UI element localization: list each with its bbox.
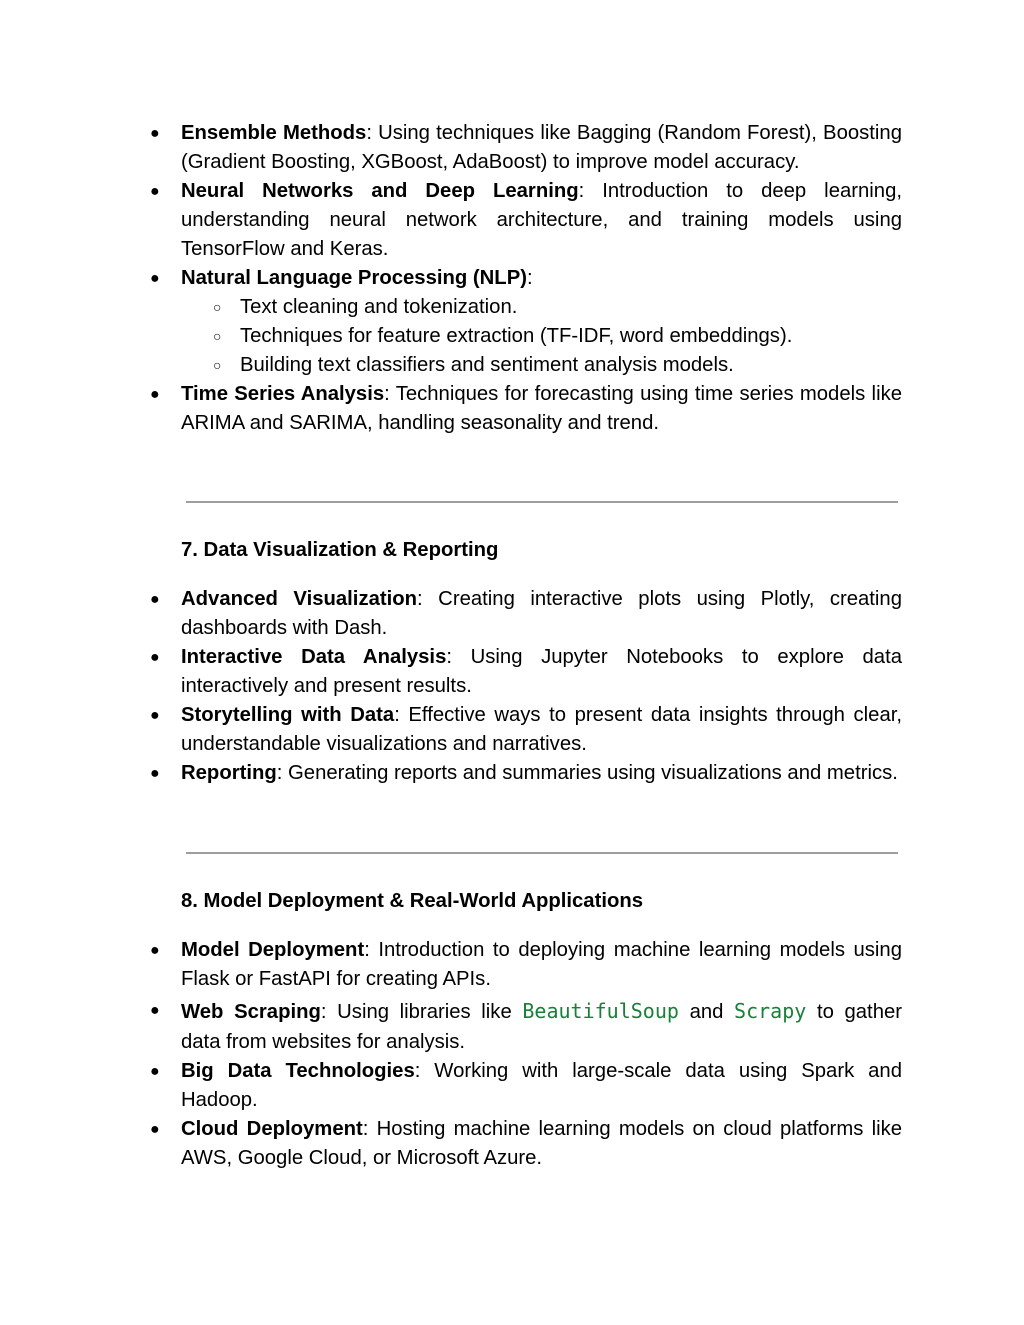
list-item xyxy=(150,936,902,994)
sub-item-text: Building text classifiers and sentiment analysis models. xyxy=(240,354,734,376)
list-item xyxy=(150,996,902,1057)
item-term: Natural Language Processing (NLP) xyxy=(181,267,527,289)
item-text: : Using techniques like Bagging (Random Forest), Boosting (Gradient Boosting, XGBoost, AdaBoost) to improve model accuracy. xyxy=(181,122,902,173)
list-item xyxy=(150,177,902,264)
list-item xyxy=(150,585,902,643)
list-item xyxy=(150,701,902,759)
item-text: : Working with large-scale data using Spark and Hadoop. xyxy=(181,1060,902,1111)
bullet-icon: ● xyxy=(150,591,160,608)
list-item xyxy=(150,380,902,438)
sub-list-item xyxy=(150,293,902,322)
list-item xyxy=(150,759,902,788)
topic-list-visualization xyxy=(150,585,902,788)
bullet-icon: ● xyxy=(150,1121,160,1138)
item-text: : Effective ways to present data insights through clear, understandable visualizations and narratives. xyxy=(181,704,902,755)
item-text: : Using Jupyter Notebooks to explore data interactively and present results. xyxy=(181,646,903,697)
code-snippet: Scrapy xyxy=(734,999,807,1023)
list-item xyxy=(150,1115,902,1173)
item-text: : Creating interactive plots using Plotly, creating dashboards with Dash. xyxy=(181,588,902,639)
hollow-bullet-icon: ○ xyxy=(213,357,222,373)
hollow-bullet-icon: ○ xyxy=(213,328,222,344)
bullet-icon: ● xyxy=(150,765,160,782)
item-term: Model Deployment xyxy=(181,939,365,961)
item-term: Storytelling with Data xyxy=(181,704,395,726)
item-term: Advanced Visualization xyxy=(181,588,418,610)
item-term: Cloud Deployment xyxy=(181,1118,363,1140)
item-term: Ensemble Methods xyxy=(181,122,367,144)
sub-list xyxy=(181,293,902,380)
bullet-icon: ● xyxy=(150,386,160,403)
item-term: Interactive Data Analysis xyxy=(181,646,447,668)
horizontal-rule xyxy=(186,501,898,503)
item-text: : Introduction to deep learning, understanding neural network architecture, and training models using TensorFlow and Keras. xyxy=(181,180,902,260)
bullet-icon: ● xyxy=(150,942,160,959)
item-text: : Hosting machine learning models on cloud platforms like AWS, Google Cloud, or Microsoft Azure. xyxy=(181,1118,903,1169)
item-text: : Using libraries like xyxy=(320,1001,523,1023)
topic-list-ml xyxy=(150,119,902,438)
horizontal-rule xyxy=(186,852,898,854)
bullet-icon: ● xyxy=(150,1002,160,1019)
list-item xyxy=(150,643,902,701)
item-term: Reporting xyxy=(181,762,277,784)
item-text: : Techniques for forecasting using time series models like ARIMA and SARIMA, handling seasonality and trend. xyxy=(181,383,902,434)
item-text: to gather data from websites for analysis. xyxy=(181,1001,903,1053)
topic-list-deployment xyxy=(150,936,902,1173)
bullet-icon: ● xyxy=(150,707,160,724)
bullet-icon: ● xyxy=(150,125,160,142)
item-term: Neural Networks and Deep Learning xyxy=(181,180,579,202)
item-text: : xyxy=(526,267,533,289)
sub-item-text: Techniques for feature extraction (TF-IDF, word embeddings). xyxy=(240,325,793,347)
item-term: Time Series Analysis xyxy=(181,383,385,405)
item-text: : Generating reports and summaries using visualizations and metrics. xyxy=(276,762,898,784)
bullet-icon: ● xyxy=(150,183,160,200)
item-text: : Introduction to deploying machine learning models using Flask or FastAPI for creating APIs. xyxy=(181,939,902,990)
sub-item-text: Text cleaning and tokenization. xyxy=(240,296,518,318)
bullet-icon: ● xyxy=(150,1063,160,1080)
bullet-icon: ● xyxy=(150,270,160,287)
code-snippet: BeautifulSoup xyxy=(522,999,679,1023)
hollow-bullet-icon: ○ xyxy=(213,299,222,315)
item-term: Web Scraping xyxy=(181,1001,321,1023)
sub-list-item xyxy=(150,351,902,380)
section-heading: 7. Data Visualization & Reporting xyxy=(181,539,499,561)
list-item xyxy=(150,1057,902,1115)
list-item xyxy=(150,264,902,380)
sub-list-item xyxy=(150,322,902,351)
bullet-icon: ● xyxy=(150,649,160,666)
item-text: and xyxy=(678,1001,735,1023)
item-term: Big Data Technologies xyxy=(181,1060,415,1082)
list-item xyxy=(150,119,902,177)
section-heading: 8. Model Deployment & Real-World Applications xyxy=(181,890,644,912)
